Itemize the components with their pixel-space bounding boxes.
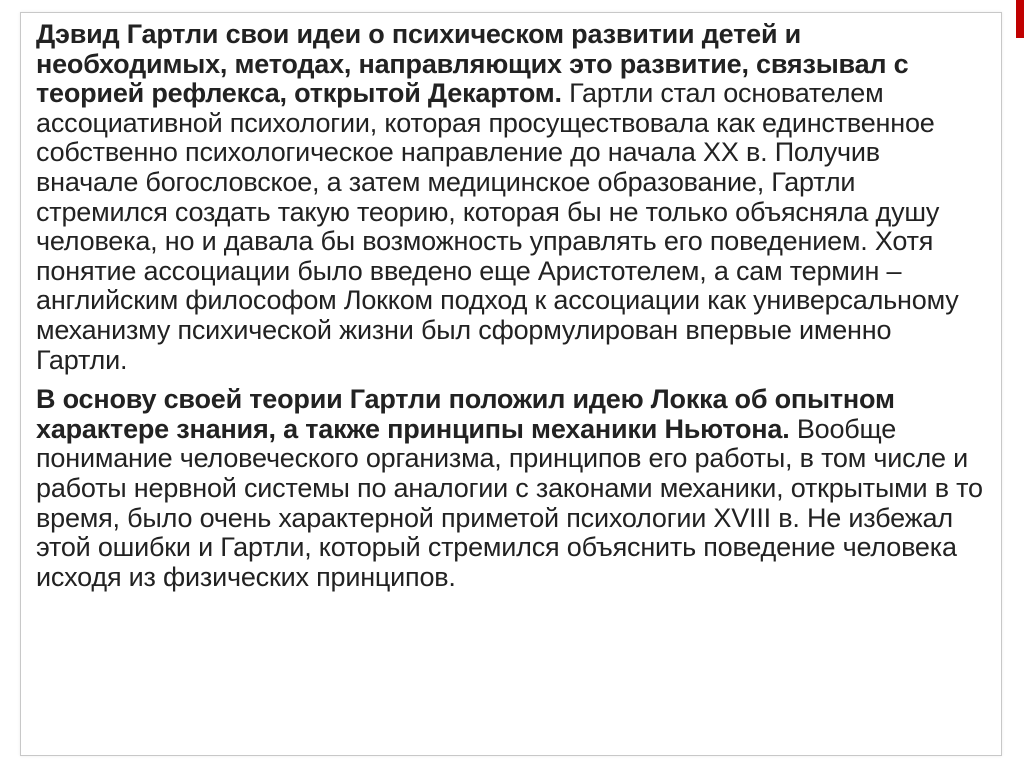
paragraph-2 <box>36 385 986 592</box>
accent-bar <box>1016 0 1024 38</box>
paragraph-1-text: Гартли стал основателем ассоциативной психологии, которая просуществовала как единственное собственно психологическое направление до начала XX в. Получив вначале богословское, а затем медицинское образование, Гартли стремился создать такую теорию, которая бы не только объясняла душу человека, но и давала бы возможность управлять его поведением. Хотя понятие ассоциации было введено еще Аристотелем, а сам термин – английским философом Локком подход к ассоциации как универсальному механизму психической жизни был сформулирован впервые именно Гартли. <box>36 78 959 375</box>
paragraph-2-bold: В основу своей теории Гартли положил идею Локка об опытном характере знания, а также принципы механики Ньютона. <box>36 384 895 444</box>
paragraph-2-text: Вообще понимание человеческого организма, принципов его работы, в том числе и работы нервной системы по аналогии с законами механики, открытыми в то время, было очень характерной приметой психологии XVIII в. Не избежал этой ошибки и Гартли, который стремился объяснить поведение человека исходя из физических принципов. <box>36 413 983 592</box>
paragraph-1 <box>36 20 986 375</box>
slide-body <box>36 20 986 592</box>
paragraph-1-bold: Дэвид Гартли свои идеи о психическом развитии детей и необходимых, методах, направляющих это развитие, связывал с теорией рефлекса, открытой Декартом. <box>36 19 909 109</box>
